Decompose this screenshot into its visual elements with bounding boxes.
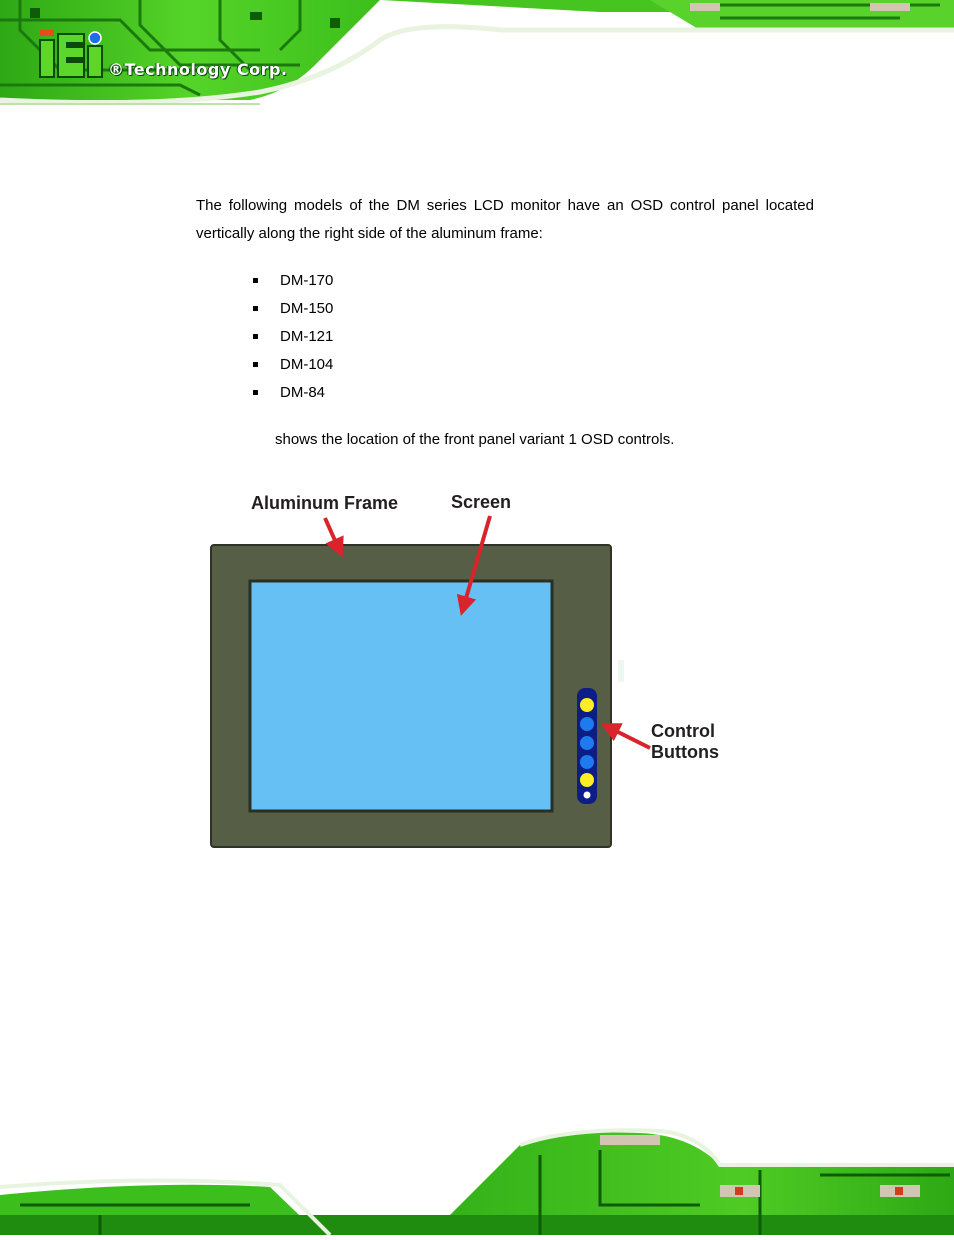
intro-paragraph: The following models of the DM series LCD monitor have an OSD control panel located vertically along the right side of the aluminum frame: [196,197,814,242]
model-list [252,267,333,407]
bullet-icon [253,334,258,339]
list-item: DM-150 [252,295,333,323]
pcb-header-graphic [0,0,954,112]
control-button-icon [580,736,594,750]
figure-reference-text: shows the location of the front panel variant 1 OSD controls. [275,431,675,448]
bullet-icon [253,278,258,283]
logo-text: ®Technology Corp. [108,60,288,79]
control-button-icon [580,773,594,787]
bullet-icon [253,390,258,395]
monitor-diagram [200,480,740,860]
list-item: DM-84 [252,379,333,407]
screen [250,581,552,811]
list-item: DM-170 [252,267,333,295]
control-buttons-label: Control Buttons [651,721,719,762]
control-button-icon [580,698,594,712]
pcb-footer-graphic [0,1125,954,1235]
list-item: DM-104 [252,351,333,379]
control-button-icon [580,755,594,769]
bullet-icon [253,362,258,367]
footer-banner [0,1125,954,1235]
aluminum-frame-label: Aluminum Frame [251,493,399,513]
header-banner [0,0,954,112]
control-button-icon [580,717,594,731]
front-panel-figure [200,480,740,860]
screen-label: Screen [451,492,512,512]
power-led-icon [584,792,591,799]
bullet-icon [253,306,258,311]
list-item: DM-121 [252,323,333,351]
